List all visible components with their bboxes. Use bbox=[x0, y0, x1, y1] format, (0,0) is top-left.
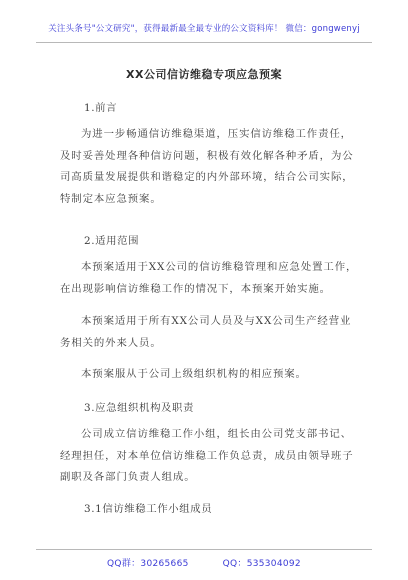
section-heading-scope: 2.适用范围 bbox=[84, 235, 140, 247]
footer-qq-number: QQ：535304092 bbox=[222, 559, 301, 569]
section-heading-organization: 3.应急组织机构及职责 bbox=[84, 402, 195, 414]
document-title: XX公司信访维稳专项应急预案 bbox=[126, 68, 282, 81]
paragraph-text: 本预案适用于XX公司的信访维稳管理和应急处置工作，在出现影响信访维稳工作的情况下，本预案开始实施。 bbox=[60, 261, 358, 295]
header-note: 关注头条号"公文研究"，获得最新最全最专业的公文资料库！ 微信：gongwenyj bbox=[48, 24, 360, 34]
paragraph-text: 本预案适用于所有XX公司人员及与XX公司生产经营业务相关的外来人员。 bbox=[60, 315, 352, 349]
paragraph-scope-2 bbox=[60, 311, 360, 354]
footer-contact bbox=[0, 556, 408, 569]
section-heading-preface: 1.前言 bbox=[84, 102, 118, 114]
header-divider bbox=[36, 42, 372, 43]
paragraph-scope-1 bbox=[60, 257, 360, 300]
footer-qq-group: QQ群：30265665 bbox=[107, 559, 189, 569]
paragraph-organization bbox=[60, 424, 360, 489]
section-heading-team-members: 3.1信访维稳工作小组成员 bbox=[84, 503, 213, 515]
paragraph-text: 本预案服从于公司上级组织机构的相应预案。 bbox=[81, 368, 307, 380]
paragraph-preface bbox=[60, 124, 360, 210]
paragraph-text: 为进一步畅通信访维稳渠道，压实信访维稳工作责任，及时妥善处理各种信访问题，积极有效化解各种矛盾，为公司高质量发展提供和谐稳定的内外部环境，结合公司实际，特制定本应急预案。 bbox=[60, 128, 354, 205]
footer-divider bbox=[36, 549, 372, 550]
paragraph-text: 公司成立信访维稳工作小组，组长由公司党支部书记、经理担任，对本单位信访维稳工作负总责，成员由领导班子副职及各部门负责人组成。 bbox=[60, 428, 354, 483]
paragraph-scope-3 bbox=[60, 364, 360, 386]
